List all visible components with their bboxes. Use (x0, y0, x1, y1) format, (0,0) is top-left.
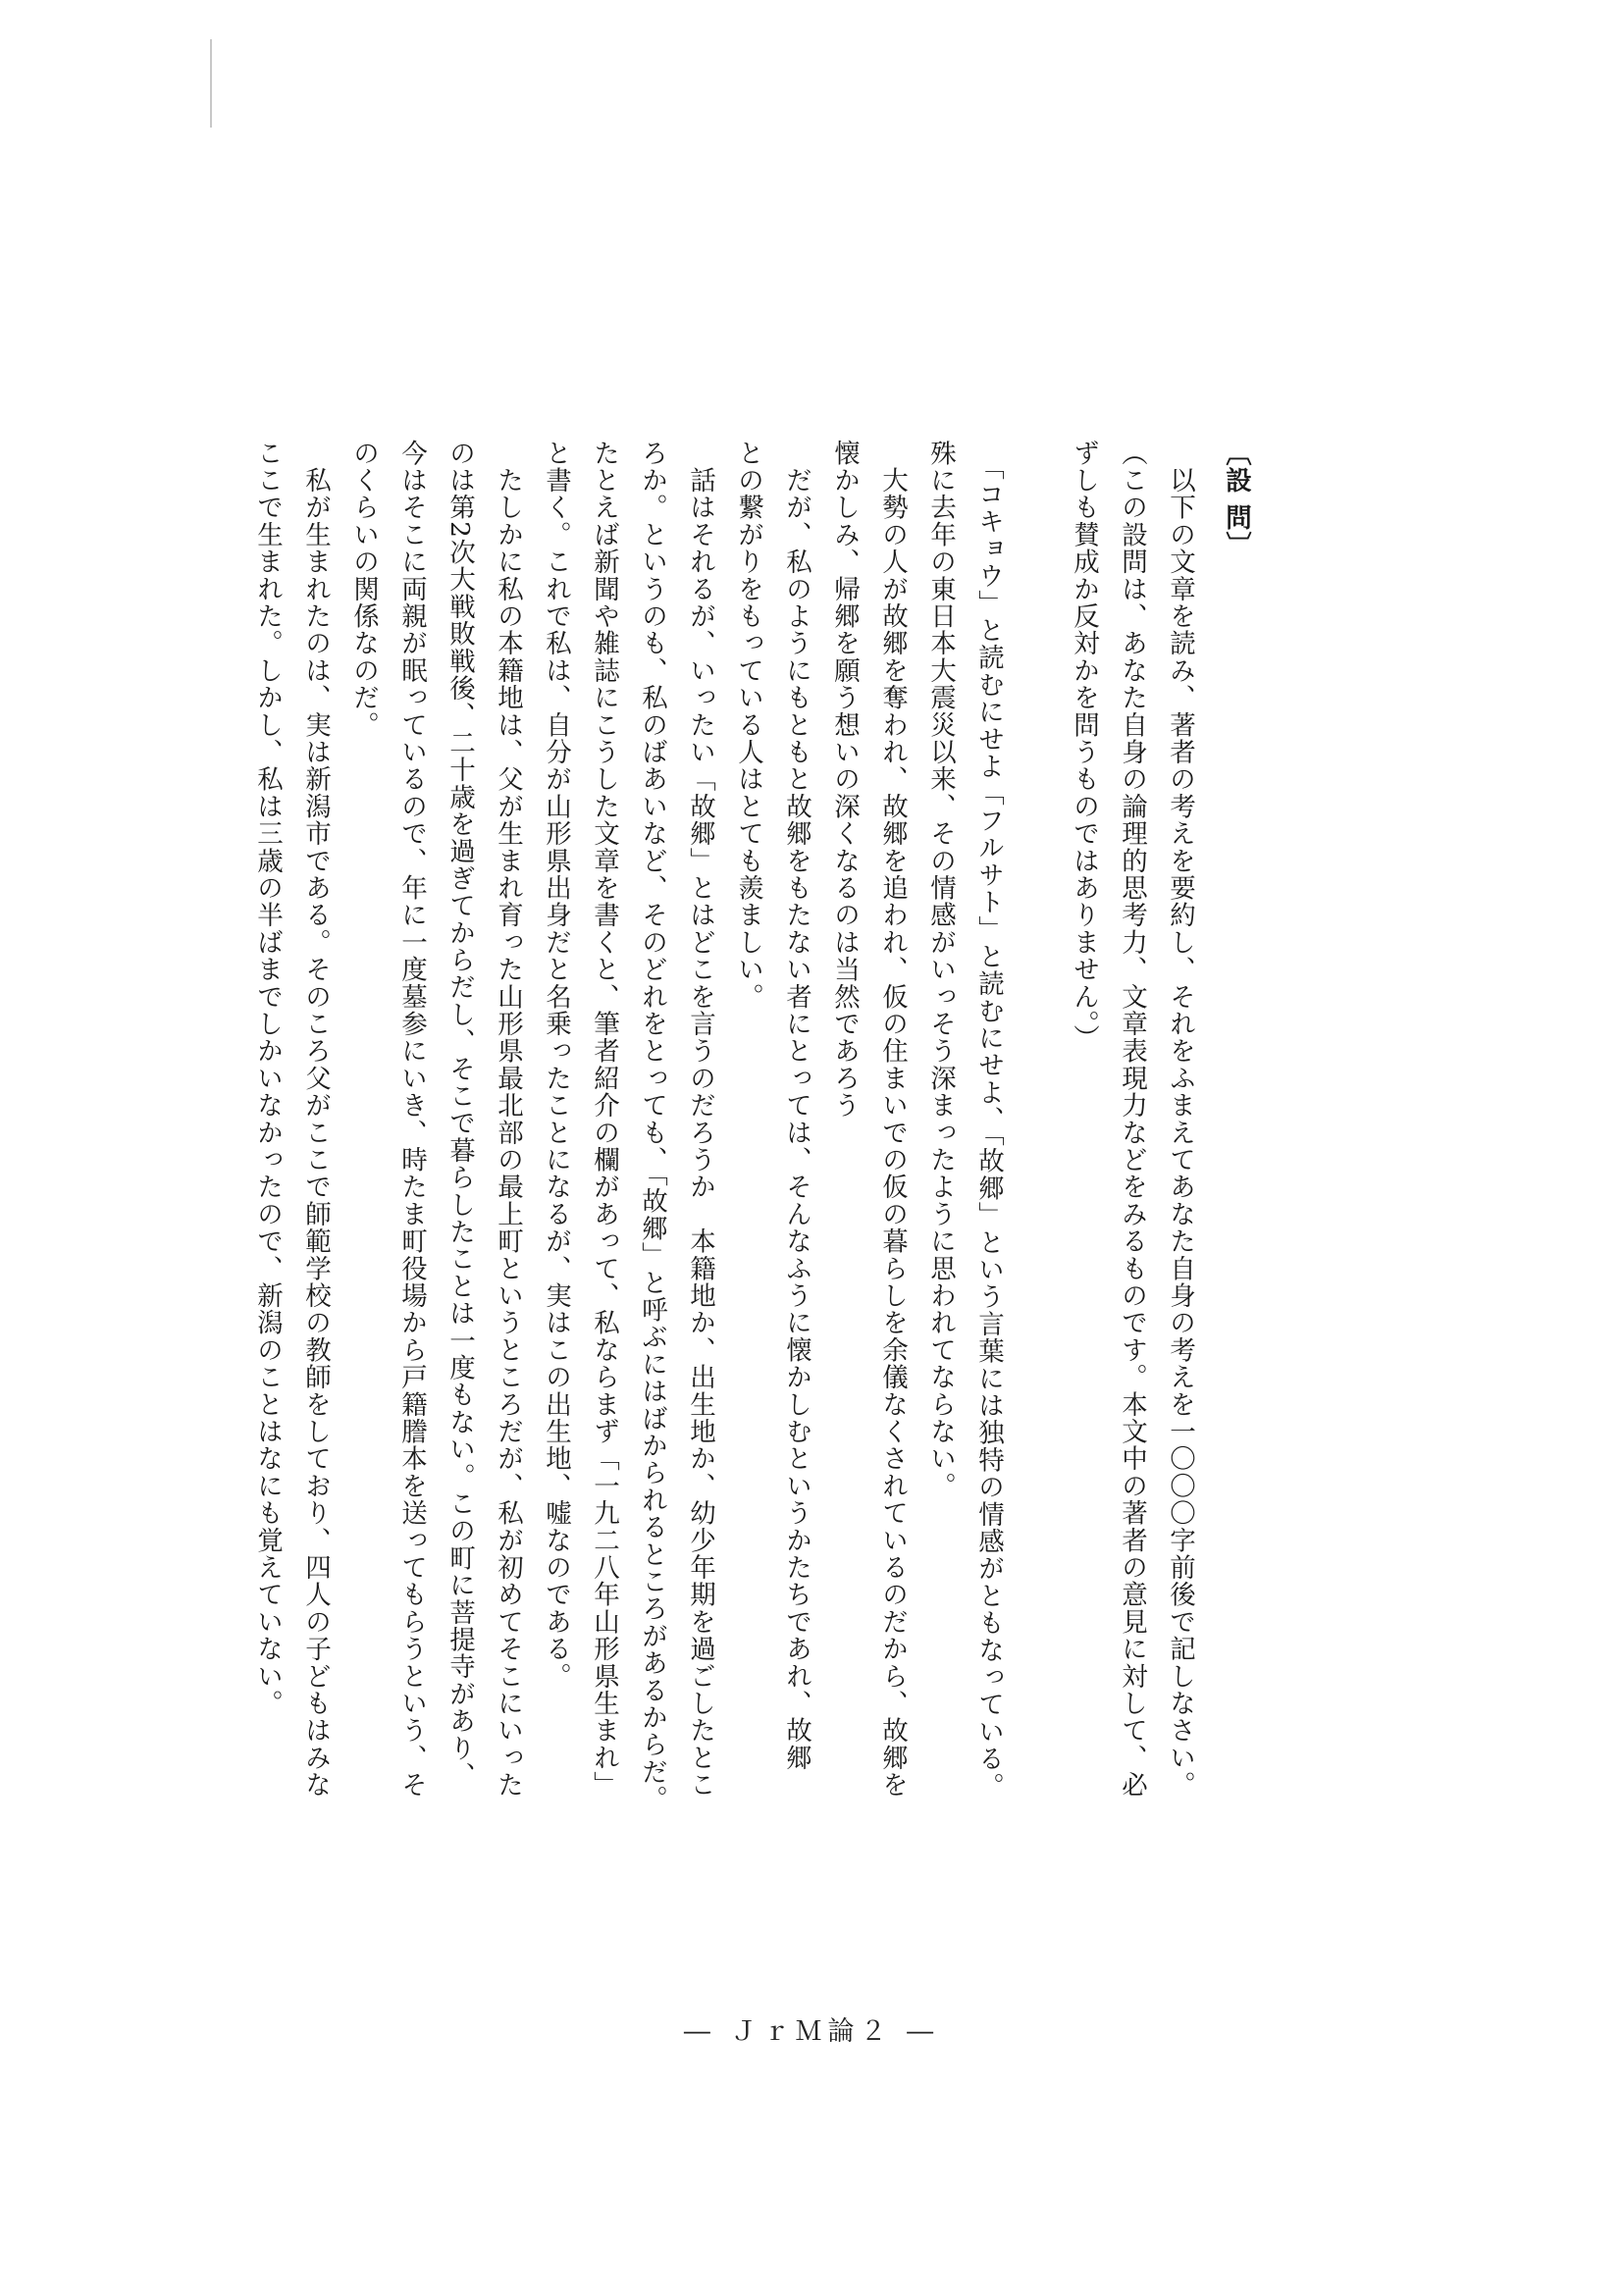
passage-line: 「コキョウ」と読むにせよ「フルサト」と読むにせよ、「故郷」という言葉には独特の情感がともなっている。 (973, 440, 1004, 1800)
passage-line: 話はそれるが、いったい「故郷」とはどこを言うのだろうか 本籍地か、出生地か、幼少年期を過ごしたとこ (685, 440, 715, 1799)
passage-line: ろか。というのも、私のばあいなど、そのどれをとっても、「故郷」と呼ぶにはばかられるところがあるからだ。 (637, 440, 667, 1813)
passage-line: たしかに私の本籍地は、父が生まれ育った山形県最北部の最上町というところだが、私が初めてそこにいった (493, 440, 523, 1799)
question-heading: 〔設 問〕 (1221, 440, 1251, 559)
scan-artifact-line (210, 39, 212, 128)
passage-line: と書く。これで私は、自分が山形県出身だと名乗ったことになるが、実はこの出生地、嘘なのである。 (541, 440, 571, 1691)
passage-line: だが、私のようにもともと故郷をもたない者にとっては、そんなふうに懐かしむというかたちであれ、故郷 (781, 440, 812, 1772)
passage-line: との繋がりをもっている人はとても羨ましい。 (733, 440, 763, 1011)
passage-line: 私が生まれたのは、実は新潟市である。そのころ父がここで師範学校の教師をしており、四人の子どもはみな (300, 440, 331, 1799)
instruction-note-line: （この設問は、あなた自身の論理的思考力、文章表現力などをみるものです。本文中の著者の意見に対して、必 (1117, 440, 1147, 1799)
passage-line: 大勢の人が故郷を奪われ、故郷を追われ、仮の住まいでの仮の暮らしを余儀なくされているのだから、故郷を (877, 440, 908, 1799)
passage-line: 殊に去年の東日本大震災以来、その情感がいっそう深まったように思われてならない。 (925, 440, 956, 1500)
passage-line: のは第2次大戦敗戦後、二十歳を過ぎてからだし、そこで暮らしたことは一度もない。この町に菩提寺があり、 (445, 440, 475, 1790)
passage-line: 懐かしみ、帰郷を願う想いの深くなるのは当然であろう (829, 440, 860, 1120)
question-text-block (252, 440, 1260, 1813)
passage-line: 今はそこに両親が眠っているので、年に一度墓参にいき、時たま町役場から戸籍謄本を送ってもらうという、そ (396, 440, 427, 1799)
passage-line: のくらいの関係なのだ。 (348, 440, 379, 739)
passage-line: たとえば新聞や雑誌にこうした文章を書くと、筆者紹介の欄があって、私ならまず「一九二八年山形県生まれ」 (589, 440, 619, 1799)
instruction-line: 以下の文章を読み、著者の考えを要約し、それをふまえてあなた自身の考えを一〇〇〇字前後で記しなさい。 (1165, 440, 1195, 1799)
passage-line: ここで生まれた。しかし、私は三歳の半ばまでしかいなかったので、新潟のことはなにも覚えていない。 (252, 440, 283, 1717)
instruction-note-line: ずしも賛成か反対かを問うものではありません。） (1069, 440, 1099, 1052)
page-footer: ― ＪｒＭ論２ ― (683, 2016, 940, 2047)
